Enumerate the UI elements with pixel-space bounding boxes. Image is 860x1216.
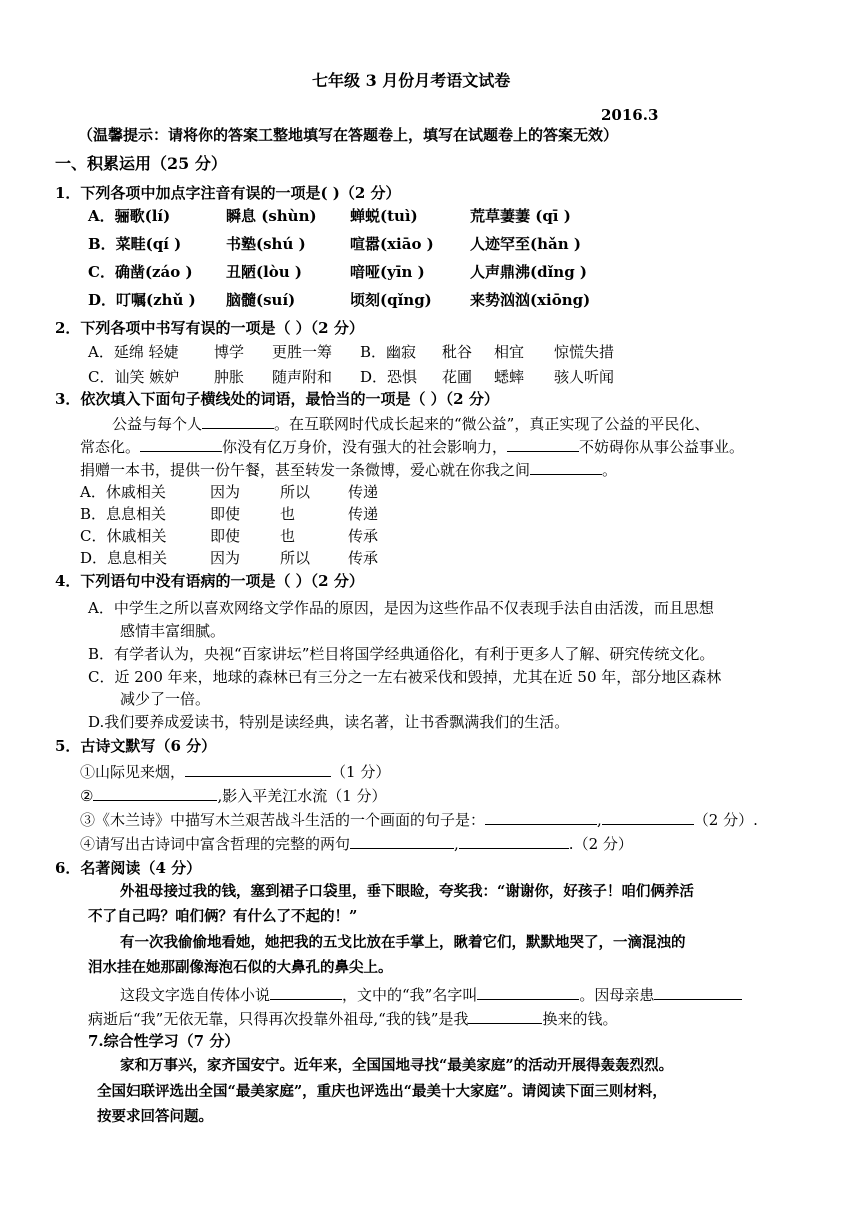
q2-2-7: 骇人听闻 xyxy=(554,368,615,386)
q1-b-2: 书塾(shú ) xyxy=(226,235,306,253)
q3-a-3: 所以 xyxy=(280,483,311,501)
q5-text: ④请写出古诗词中富含哲理的完整的两句 xyxy=(80,835,351,853)
q3-text: 。 xyxy=(602,461,618,479)
q6-stem: 6．名著阅读（4 分） xyxy=(55,859,202,877)
q2-2-3: 随声附和 xyxy=(272,368,333,386)
q3-d-4: 传承 xyxy=(348,549,379,567)
q3-c-1: C．休戚相关 xyxy=(80,527,167,545)
q3-b-1: B．息息相关 xyxy=(80,505,167,523)
page-title: 七年级 3 月份月考语文试卷 xyxy=(312,71,511,90)
q3-d-1: D．息息相关 xyxy=(80,549,168,567)
q5-line-4 xyxy=(80,832,633,855)
q4-option-c-line-1: C．近 200 年来，地球的森林已有三分之一左右被采伐和毁掉，尤其在近 50 年，部分地区森林 xyxy=(88,668,722,686)
q2-row-2 xyxy=(88,366,614,388)
answer-blank[interactable] xyxy=(468,1007,542,1024)
q7-stem: 7.综合性学习（7 分） xyxy=(88,1032,240,1050)
q2-1-2: 博学 xyxy=(214,343,245,361)
q2-1-4: B．幽寂 xyxy=(360,343,417,361)
q1-d-2: 脑髓(suí) xyxy=(226,291,296,309)
q1-d-3: 顷刻(qǐng) xyxy=(350,291,432,309)
q3-a-1: A．休戚相关 xyxy=(80,483,166,501)
q1-a-2: 瞬息 (shùn) xyxy=(226,207,317,225)
q5-text: ,影入平羌江水流（1 分） xyxy=(217,787,387,805)
q6-task-line-1 xyxy=(120,983,742,1006)
q6-text: ，文中的“我”名字叫 xyxy=(342,986,478,1004)
answer-blank[interactable] xyxy=(485,808,597,825)
q1-d-1: D．叮嘱(zhǔ ) xyxy=(88,291,196,309)
q3-para-line-3 xyxy=(80,458,617,481)
q1-c-4: 人声鼎沸(dǐng ) xyxy=(470,263,587,281)
q5-line-1 xyxy=(80,760,390,783)
q6-excerpt-line-3: 有一次我偷偷地看她，她把我的五戈比放在手掌上，瞅着它们，默默地哭了，一滴混浊的 xyxy=(120,934,686,951)
answer-blank[interactable] xyxy=(654,983,742,1000)
q1-d-4: 来势汹汹(xiōng) xyxy=(470,291,591,309)
q4-option-d: D.我们要养成爱读书，特别是读经典，读名著，让书香飘满我们的生活。 xyxy=(88,713,570,731)
q6-text: 这段文字选自传体小说 xyxy=(120,986,271,1004)
q4-stem: 4．下列语句中没有语病的一项是（ ）（2 分） xyxy=(55,572,364,590)
q3-b-3: 也 xyxy=(280,505,296,523)
q1-stem: 1．下列各项中加点字注音有误的一项是( )（2 分） xyxy=(55,184,401,202)
q3-option-a xyxy=(80,481,378,503)
section-heading: 一、积累运用（25 分） xyxy=(55,154,227,173)
q2-1-1: A．延绵 轻婕 xyxy=(88,343,179,361)
q1-a-4: 荒草萋萋 (qī ) xyxy=(470,207,571,225)
q6-task-line-2 xyxy=(88,1007,617,1030)
q5-stem: 5．古诗文默写（6 分） xyxy=(55,737,217,755)
q5-text: （1 分） xyxy=(331,763,391,781)
q5-text: ③《木兰诗》中描写木兰艰苦战斗生活的一个画面的句子是： xyxy=(80,811,486,829)
answer-blank[interactable] xyxy=(185,760,331,777)
q3-para-line-2 xyxy=(80,435,744,458)
q1-row-a xyxy=(88,205,571,227)
q5-line-3 xyxy=(80,808,758,831)
q2-2-4: D．恐惧 xyxy=(360,368,418,386)
q2-2-1: C．讪笑 嫉妒 xyxy=(88,368,180,386)
q1-c-1: C．确凿(záo ) xyxy=(88,263,193,281)
q3-a-4: 传递 xyxy=(348,483,379,501)
q3-a-2: 因为 xyxy=(210,483,241,501)
q6-text: 病逝后“我”无依无靠，只得再次投靠外祖母,“我的钱”是我 xyxy=(88,1010,469,1028)
q3-para-line-1 xyxy=(112,412,709,435)
q1-row-c xyxy=(88,261,587,283)
answer-blank[interactable] xyxy=(459,832,569,849)
q3-c-3: 也 xyxy=(280,527,296,545)
q5-text: , xyxy=(597,811,602,829)
answer-blank[interactable] xyxy=(93,784,217,801)
q6-excerpt-line-2: 不了自己吗？咱们俩？有什么了不起的！” xyxy=(88,908,358,925)
q1-b-4: 人迹罕至(hǎn ) xyxy=(470,235,581,253)
answer-blank[interactable] xyxy=(270,983,342,1000)
q2-stem: 2．下列各项中书写有误的一项是（ ）（2 分） xyxy=(55,319,364,337)
q1-row-d xyxy=(88,289,590,311)
q1-a-3: 蝉蜕(tuì) xyxy=(350,207,418,225)
q3-d-2: 因为 xyxy=(210,549,241,567)
tip-note: （温馨提示：请将你的答案工整地填写在答题卷上，填写在试题卷上的答案无效） xyxy=(78,126,619,144)
q5-text: .（2 分） xyxy=(568,835,633,853)
answer-blank[interactable] xyxy=(477,983,579,1000)
q2-1-5: 秕谷 xyxy=(442,343,473,361)
q2-1-6: 相宜 xyxy=(494,343,525,361)
q6-text: 。因母亲患 xyxy=(579,986,655,1004)
q1-c-3: 喑哑(yīn ) xyxy=(350,263,425,281)
q1-b-3: 喧嚣(xiāo ) xyxy=(350,235,434,253)
q1-c-2: 丑陋(lòu ) xyxy=(226,263,303,281)
answer-blank[interactable] xyxy=(530,458,602,475)
q5-line-2 xyxy=(80,784,387,807)
q5-text: ② xyxy=(80,787,94,805)
q3-text: 常态化。 xyxy=(80,438,141,456)
q6-excerpt-line-4: 泪水挂在她那副像海泡石似的大鼻孔的鼻尖上。 xyxy=(88,959,393,976)
q3-c-4: 传承 xyxy=(348,527,379,545)
q3-text: 。在互联网时代成长起来的“微公益”，真正实现了公益的平民化、 xyxy=(274,415,710,433)
q2-row-1 xyxy=(88,341,614,363)
q5-text: （2 分）. xyxy=(693,811,758,829)
q2-2-5: 花圃 xyxy=(442,368,473,386)
q3-text: 捐赠一本书，提供一份午餐，甚至转发一条微博，爱心就在你我之间 xyxy=(80,461,531,479)
q2-1-3: 更胜一筹 xyxy=(272,343,333,361)
q4-option-a-line-1: A．中学生之所以喜欢网络文学作品的原因，是因为这些作品不仅表现手法自由活泼，而且思想 xyxy=(88,599,714,617)
q3-text: 你没有亿万身价，没有强大的社会影响力， xyxy=(222,438,508,456)
answer-blank[interactable] xyxy=(202,412,274,429)
q1-a-1: A．骊歌(lí) xyxy=(88,207,171,225)
q1-b-1: B．菜畦(qí ) xyxy=(88,235,182,253)
q4-option-c-line-2: 减少了一倍。 xyxy=(120,690,211,708)
q7-para-line-1: 家和万事兴，家齐国安宁。近年来，全国国地寻找“最美家庭”的活动开展得轰轰烈烈。 xyxy=(120,1057,674,1074)
q3-b-4: 传递 xyxy=(348,505,379,523)
q3-stem: 3．依次填入下面句子横线处的词语，最恰当的一项是（ ）（2 分） xyxy=(55,390,499,408)
q2-1-7: 惊慌失措 xyxy=(554,343,615,361)
q4-option-a-line-2: 感情丰富细腻。 xyxy=(120,622,226,640)
q6-excerpt-line-1: 外祖母接过我的钱，塞到裙子口袋里，垂下眼睑，夸奖我：“谢谢你，好孩子！咱们俩养活 xyxy=(120,883,694,900)
answer-blank[interactable] xyxy=(507,435,579,452)
q3-option-d xyxy=(80,547,378,569)
answer-blank[interactable] xyxy=(140,435,222,452)
q3-c-2: 即使 xyxy=(210,527,241,545)
answer-blank[interactable] xyxy=(602,808,694,825)
q3-text: 不妨碍你从事公益事业。 xyxy=(579,438,745,456)
q3-option-b xyxy=(80,503,378,525)
q5-text: ①山际见来烟， xyxy=(80,763,186,781)
q7-para-line-2: 全国妇联评选出全国“最美家庭”，重庆也评选出“最美十大家庭”。请阅读下面三则材料， xyxy=(97,1083,667,1100)
q3-text: 公益与每个人 xyxy=(112,415,203,433)
q3-option-c xyxy=(80,525,378,547)
q2-2-6: 蟋蟀 xyxy=(494,368,525,386)
q5-text: , xyxy=(454,835,459,853)
q2-2-2: 肿胀 xyxy=(214,368,245,386)
q1-row-b xyxy=(88,233,581,255)
q7-para-line-3: 按要求回答问题。 xyxy=(97,1108,213,1125)
answer-blank[interactable] xyxy=(350,832,454,849)
q3-b-2: 即使 xyxy=(210,505,241,523)
exam-date: 2016.3 xyxy=(601,106,659,124)
q6-text: 换来的钱。 xyxy=(542,1010,618,1028)
q3-d-3: 所以 xyxy=(280,549,311,567)
q4-option-b: B．有学者认为，央视“百家讲坛”栏目将国学经典通俗化，有利于更多人了解、研究传统文化。 xyxy=(88,645,715,663)
